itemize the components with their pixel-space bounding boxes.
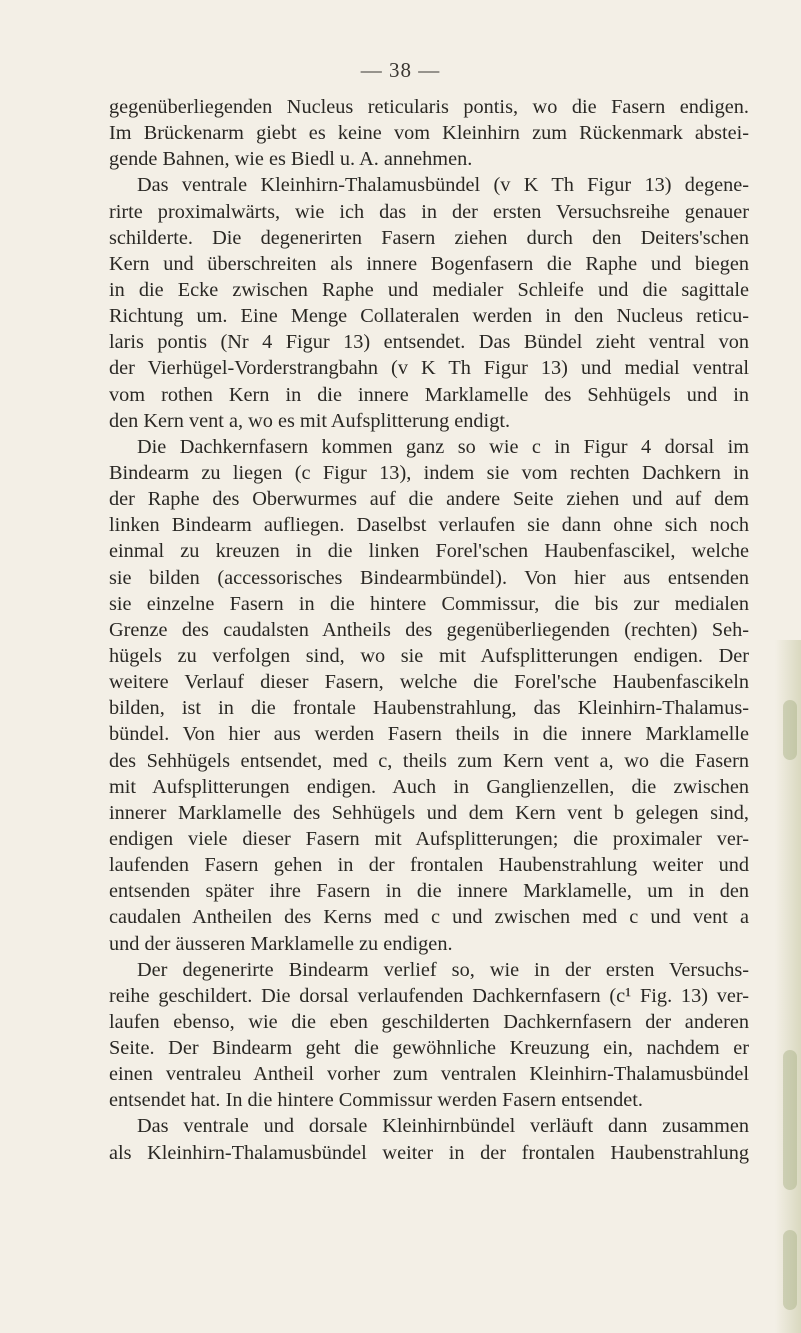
text-line: laufen ebenso, wie die eben geschilderten Dachkernfasern der anderen [109, 1010, 749, 1033]
text-line: Grenze des caudalsten Antheils des gegenüberliegenden (rechten) Seh- [109, 618, 749, 641]
text-line: einen ventraleu Antheil vorher zum ventralen Kleinhirn-Thalamusbündel [109, 1063, 749, 1086]
stain-mark [783, 1230, 797, 1310]
page-number: — 38 — [360, 58, 441, 82]
text-line: Im Brückenarm giebt es keine vom Kleinhirn zum Rückenmark abstei- [109, 122, 749, 145]
body-text [109, 94, 749, 1166]
text-line: entsendet hat. In die hintere Commissur werden Fasern entsendet. [109, 1089, 643, 1112]
stain-mark [783, 700, 797, 760]
text-line: den Kern vent a, wo es mit Aufsplitterung endigt. [109, 409, 511, 432]
text-line: reihe geschildert. Die dorsal verlaufenden Dachkernfasern (c¹ Fig. 13) ver- [109, 984, 749, 1007]
text-line: mit Aufsplitterungen endigen. Auch in Ganglienzellen, die zwischen [109, 775, 749, 798]
text-line: Das ventrale und dorsale Kleinhirnbündel verläuft dann zusammen [137, 1115, 749, 1138]
text-line: hügels zu verfolgen sind, wo sie mit Aufsplitterungen endigen. Der [109, 644, 749, 667]
text-line: linken Bindearm aufliegen. Daselbst verlaufen sie dann ohne sich noch [109, 514, 749, 537]
text-line: schilderte. Die degenerirten Fasern ziehen durch den Deiters'schen [109, 226, 749, 249]
text-line: Seite. Der Bindearm geht die gewöhnliche Kreuzung ein, nachdem er [109, 1037, 749, 1060]
text-line: innerer Marklamelle des Sehhügels und dem Kern vent b gelegen sind, [109, 801, 749, 824]
text-line: rirte proximalwärts, wie ich das in der ersten Versuchsreihe genauer [109, 200, 749, 223]
text-line: laufenden Fasern gehen in der frontalen Haubenstrahlung weiter und [109, 854, 749, 877]
text-line: Das ventrale Kleinhirn-Thalamusbündel (v K Th Figur 13) degene- [137, 174, 749, 197]
text-line: des Sehhügels entsendet, med c, theils zum Kern vent a, wo die Fasern [109, 749, 749, 772]
text-line: als Kleinhirn-Thalamusbündel weiter in der frontalen Haubenstrahlung [109, 1141, 749, 1164]
text-line: gegenüberliegenden Nucleus reticularis pontis, wo die Fasern endigen. [109, 96, 749, 118]
text-line: vom rothen Kern in die innere Marklamelle des Sehhügels und in [109, 383, 749, 406]
text-line: entsenden später ihre Fasern in die innere Marklamelle, um in den [109, 880, 749, 903]
text-line: Bindearm zu liegen (c Figur 13), indem sie vom rechten Dachkern in [109, 461, 749, 484]
text-line: laris pontis (Nr 4 Figur 13) entsendet. Das Bündel zieht ventral von [109, 331, 749, 354]
text-line: sie bilden (accessorisches Bindearmbündel). Von hier aus entsenden [109, 566, 749, 589]
text-line: weitere Verlauf dieser Fasern, welche die Forel'sche Haubenfascikeln [109, 671, 749, 694]
text-line: Richtung um. Eine Menge Collateralen werden in den Nucleus reticu- [109, 305, 749, 328]
text-line: bündel. Von hier aus werden Fasern theils in die innere Marklamelle [109, 723, 749, 746]
text-line: sie einzelne Fasern in die hintere Commissur, die bis zur medialen [109, 592, 749, 615]
text-line: bilden, ist in die frontale Haubenstrahlung, das Kleinhirn-Thalamus- [109, 697, 749, 720]
text-line: endigen viele dieser Fasern mit Aufsplitterungen; die proximaler ver- [109, 827, 749, 850]
text-line: gende Bahnen, wie es Biedl u. A. annehmen. [109, 148, 473, 171]
text-line: der Vierhügel-Vorderstrangbahn (v K Th Figur 13) und medial ventral [109, 357, 749, 380]
text-line: einmal zu kreuzen in die linken Forel'schen Haubenfascikel, welche [109, 540, 749, 563]
text-line: caudalen Antheilen des Kerns med c und zwischen med c und vent a [109, 906, 749, 929]
text-line: in die Ecke zwischen Raphe und medialer Schleife und die sagittale [109, 278, 749, 301]
text-line: und der äusseren Marklamelle zu endigen. [109, 932, 453, 955]
text-line: Kern und überschreiten als innere Bogenfasern die Raphe und biegen [109, 252, 749, 275]
text-line: Die Dachkernfasern kommen ganz so wie c in Figur 4 dorsal im [137, 435, 749, 458]
text-line: Der degenerirte Bindearm verlief so, wie in der ersten Versuchs- [137, 958, 749, 981]
stain-mark [783, 1050, 797, 1190]
text-line: der Raphe des Oberwurmes auf die andere Seite ziehen und auf dem [109, 488, 749, 511]
